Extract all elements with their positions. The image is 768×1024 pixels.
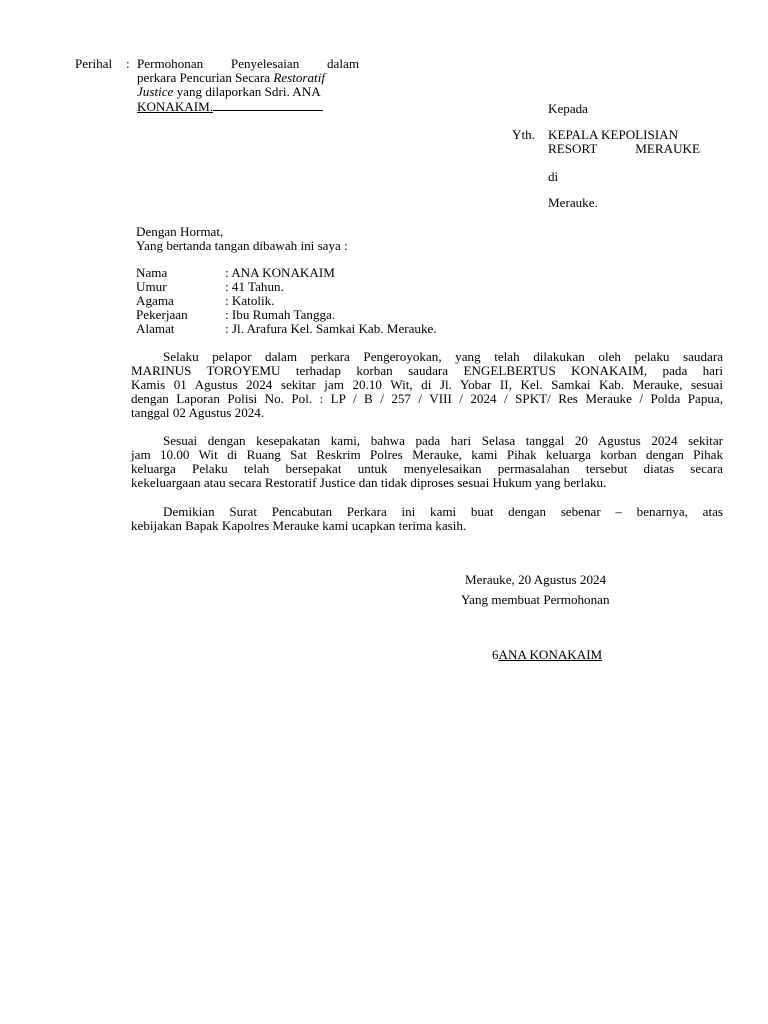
identity-label: Agama — [136, 293, 174, 308]
paragraph-line: Selaku pelapor dalam perkara Pengeroyokan, yang telah dilakukan oleh pelaku saudara — [163, 349, 723, 364]
subject-colon: : — [126, 56, 130, 71]
subject-text — [137, 57, 359, 114]
paragraph-line: dengan Laporan Polisi No. Pol. : LP / B / 257 / VIII / 2024 / SPKT/ Res Merauke / Polda Papua, — [131, 391, 723, 406]
identity-label: Alamat — [136, 321, 175, 336]
address-di: di — [548, 169, 559, 184]
addressee-line-2 — [548, 142, 700, 156]
address-kepada: Kepada — [548, 101, 588, 116]
address-yth: Yth. — [512, 127, 535, 142]
subject-line-3 — [137, 85, 359, 99]
identity-value: : 41 Tahun. — [225, 279, 284, 294]
addressee-line-1: KEPALA KEPOLISIAN — [548, 127, 679, 142]
subject-line-3-text: yang dilaporkan Sdri. ANA — [173, 84, 321, 99]
paragraph-line: jam 10.00 Wit di Ruang Sat Reskrim Polres Merauke, kami Pihak keluarga korban dengan Pihak — [131, 447, 723, 462]
paragraph-line: kebijakan Bapak Kapolres Merauke kami ucapkan terima kasih. — [131, 518, 467, 533]
intro-line: Yang bertanda tangan dibawah ini saya : — [136, 238, 348, 253]
subject-label: Perihal — [75, 56, 113, 71]
signature-role: Yang membuat Permohonan — [461, 592, 610, 607]
addressee-line-2a: RESORT — [548, 141, 598, 156]
subject-line-4-text: KONAKAIM. — [137, 99, 214, 114]
paragraph-line: keluarga Pelaku telah bersepakat untuk menyelesaikan permasalahan tersebut diatas secara — [131, 461, 723, 476]
paragraph-line: Sesuai dengan kesepakatan kami, bahwa pada hari Selasa tanggal 20 Agustus 2024 sekitar — [163, 433, 723, 448]
paragraph-report — [131, 350, 723, 420]
salutation: Dengan Hormat, — [136, 224, 224, 239]
subject-line-2 — [137, 71, 359, 85]
subject-line-3-italic: Justice — [137, 84, 174, 99]
signature-prefix: 6 — [492, 647, 499, 662]
paragraph-agreement — [131, 434, 723, 490]
identity-value: : Ibu Rumah Tangga. — [225, 307, 336, 322]
address-city: Merauke. — [548, 195, 598, 210]
signature-name-line — [492, 648, 602, 662]
addressee-line-2b: MERAUKE — [635, 141, 700, 156]
identity-value: : ANA KONAKAIM — [225, 265, 335, 280]
addressee-block — [548, 128, 700, 156]
signature-name: ANA KONAKAIM — [498, 647, 603, 662]
signature-place-date: Merauke, 20 Agustus 2024 — [465, 572, 607, 587]
identity-label: Umur — [136, 279, 167, 294]
subject-line-2-italic: Restoratif — [273, 70, 325, 85]
paragraph-line: MARINUS TOROYEMU terhadap korban saudara ENGELBERTUS KONAKAIM, pada hari — [131, 363, 723, 378]
paragraph-line: Kamis 01 Agustus 2024 sekitar jam 20.10 Wit, di Jl. Yobar II, Kel. Samkai Kab. Merauke, sesuai — [131, 377, 723, 392]
greeting-block — [136, 225, 348, 253]
paragraph-closing — [131, 505, 723, 533]
identity-value: : Katolik. — [225, 293, 275, 308]
identity-label: Nama — [136, 265, 168, 280]
subject-underline-fill — [213, 99, 323, 111]
paragraph-line: kekeluargaan atau secara Restoratif Justice dan tidak diproses sesuai Hukum yang berlaku. — [131, 475, 607, 490]
identity-label: Pekerjaan — [136, 307, 188, 322]
identity-value: : Jl. Arafura Kel. Samkai Kab. Merauke. — [225, 321, 437, 336]
subject-line-1: Permohonan Penyelesaian dalam — [137, 56, 359, 71]
subject-line-4 — [137, 99, 359, 114]
paragraph-line: Demikian Surat Pencabutan Perkara ini kami buat dengan sebenar – benarnya, atas — [163, 504, 723, 519]
paragraph-line: tanggal 02 Agustus 2024. — [131, 405, 265, 420]
subject-line-2-text: perkara Pencurian Secara — [137, 70, 274, 85]
